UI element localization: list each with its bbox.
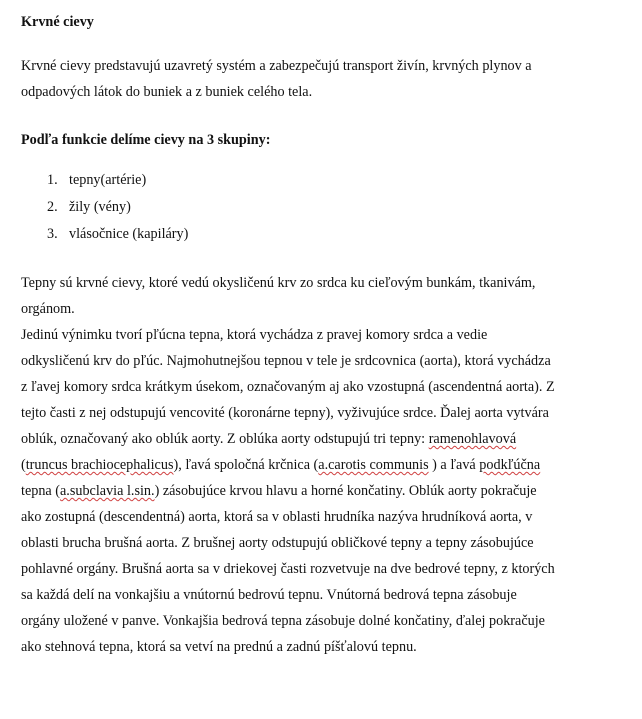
section-subheading: Podľa funkcie delíme cievy na 3 skupiny: [21, 132, 271, 148]
spellcheck-word: podkľúčna [479, 457, 541, 473]
body-line: odkysličenú krv do pľúc. Najmohutnejšou tepnou v tele je srdcovnica (aorta), ktorá vychádza [21, 353, 551, 369]
body-line: ako stehnová tepna, ktorá sa vetví na prednú a zadnú píšťalovú tepnu. [21, 639, 417, 655]
body-line: ako zostupná (descendentná) aorta, ktorá sa v oblasti hrudníka nazýva hrudníková aorta, v [21, 509, 533, 525]
spellcheck-word: truncus brachiocephalicus [25, 457, 174, 473]
vessel-types-list [21, 167, 636, 248]
body-line: Jedinú výnimku tvorí pľúcna tepna, ktorá vychádza z pravej komory srdca a vedie [21, 327, 488, 343]
body-text: oblúk, označovaný ako oblúk aorty. Z oblúka aorty odstupujú tri tepny: [21, 431, 429, 447]
document-page [21, 9, 636, 660]
body-line [21, 452, 636, 478]
spellcheck-word: a.subclavia l.sin. [60, 483, 155, 499]
body-text: ( [21, 457, 26, 473]
list-text: vlásočnice (kapiláry) [69, 226, 189, 242]
list-item [21, 194, 636, 221]
list-text: žily (vény) [69, 199, 131, 215]
list-number: 1. [47, 172, 58, 188]
document-title: Krvné cievy [21, 14, 94, 30]
spellcheck-word: a.carotis communis [318, 457, 429, 473]
body-text: ) zásobujúce krvou hlavu a horné končatiny. Oblúk aorty pokračuje [154, 483, 537, 499]
list-number: 2. [47, 199, 58, 215]
intro-paragraph-line: odpadových látok do buniek a z buniek celého tela. [21, 84, 313, 100]
body-line: oblasti brucha brušná aorta. Z brušnej aorty odstupujú obličkové tepny a tepny zásobujúce [21, 535, 534, 551]
list-number: 3. [47, 226, 58, 242]
body-line: pohlavné orgány. Brušná aorta sa v driekovej časti rozvetvuje na dve bedrové tepny, z ktorých [21, 561, 555, 577]
body-text: ), ľavá spoločná krčnica ( [173, 457, 319, 473]
intro-paragraph-line: Krvné cievy predstavujú uzavretý systém a zabezpečujú transport živín, krvných plynov a [21, 58, 532, 74]
body-line [21, 426, 636, 452]
body-line: sa každá delí na vonkajšiu a vnútornú bedrovú tepnu. Vnútorná bedrová tepna zásobuje [21, 587, 517, 603]
body-line: tejto časti z nej odstupujú vencovité (koronárne tepny), vyživujúce srdce. Ďalej aorta vytvára [21, 405, 549, 421]
body-line: orgánom. [21, 301, 75, 317]
list-text: tepny(artérie) [69, 172, 147, 188]
body-line: Tepny sú krvné cievy, ktoré vedú okysličenú krv zo srdca ku cieľovým bunkám, tkanivám, [21, 275, 536, 291]
spellcheck-word: ramenohlavová [428, 431, 517, 447]
body-line: orgány uložené v panve. Vonkajšia bedrová tepna zásobuje dolné končatiny, ďalej pokračuje [21, 613, 545, 629]
list-item [21, 167, 636, 194]
body-text: ) a ľavá [428, 457, 480, 473]
list-item [21, 221, 636, 248]
body-text: tepna ( [21, 483, 60, 499]
body-paragraph [21, 270, 636, 660]
body-line [21, 478, 636, 504]
body-line: z ľavej komory srdca krátkym úsekom, označovaným aj ako vzostupná (ascendentná aorta). Z [21, 379, 555, 395]
